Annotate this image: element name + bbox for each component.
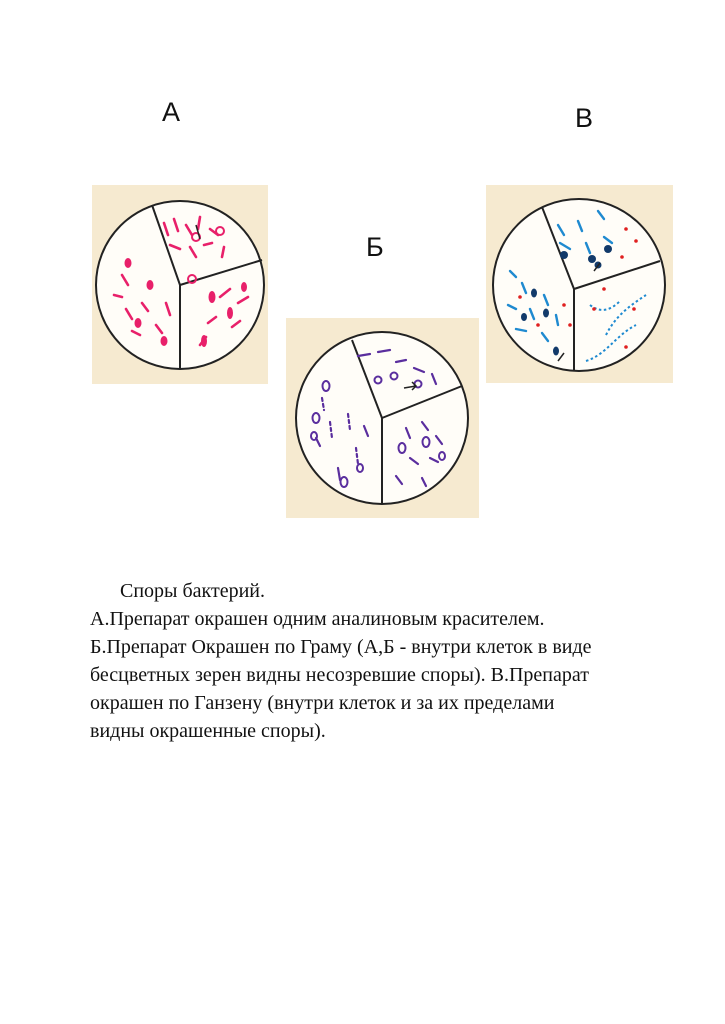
caption-line-v2: видны окрашенные споры). [90,720,326,742]
caption-line-b1: Б.Препарат Окрашен по Граму (А,Б - внутри клеток в виде [90,636,592,658]
caption-line-a: А.Препарат окрашен одним аналиновым красителем. [90,608,545,630]
panel-label-v: В [575,103,594,133]
panel-label-a: А [162,97,181,127]
microscope-field-b [286,318,479,518]
microscope-field-a [92,185,268,384]
panel-label-b: Б [366,232,384,262]
microscope-field-v [486,185,673,383]
caption-line-b2: бесцветных зерен видны несозревшие споры). В.Препарат [90,664,589,686]
caption-title: Споры бактерий. [120,580,266,602]
figure-caption [90,577,680,745]
caption-line-v1: окрашен по Ганзену (внутри клеток и за их пределами [90,692,555,714]
